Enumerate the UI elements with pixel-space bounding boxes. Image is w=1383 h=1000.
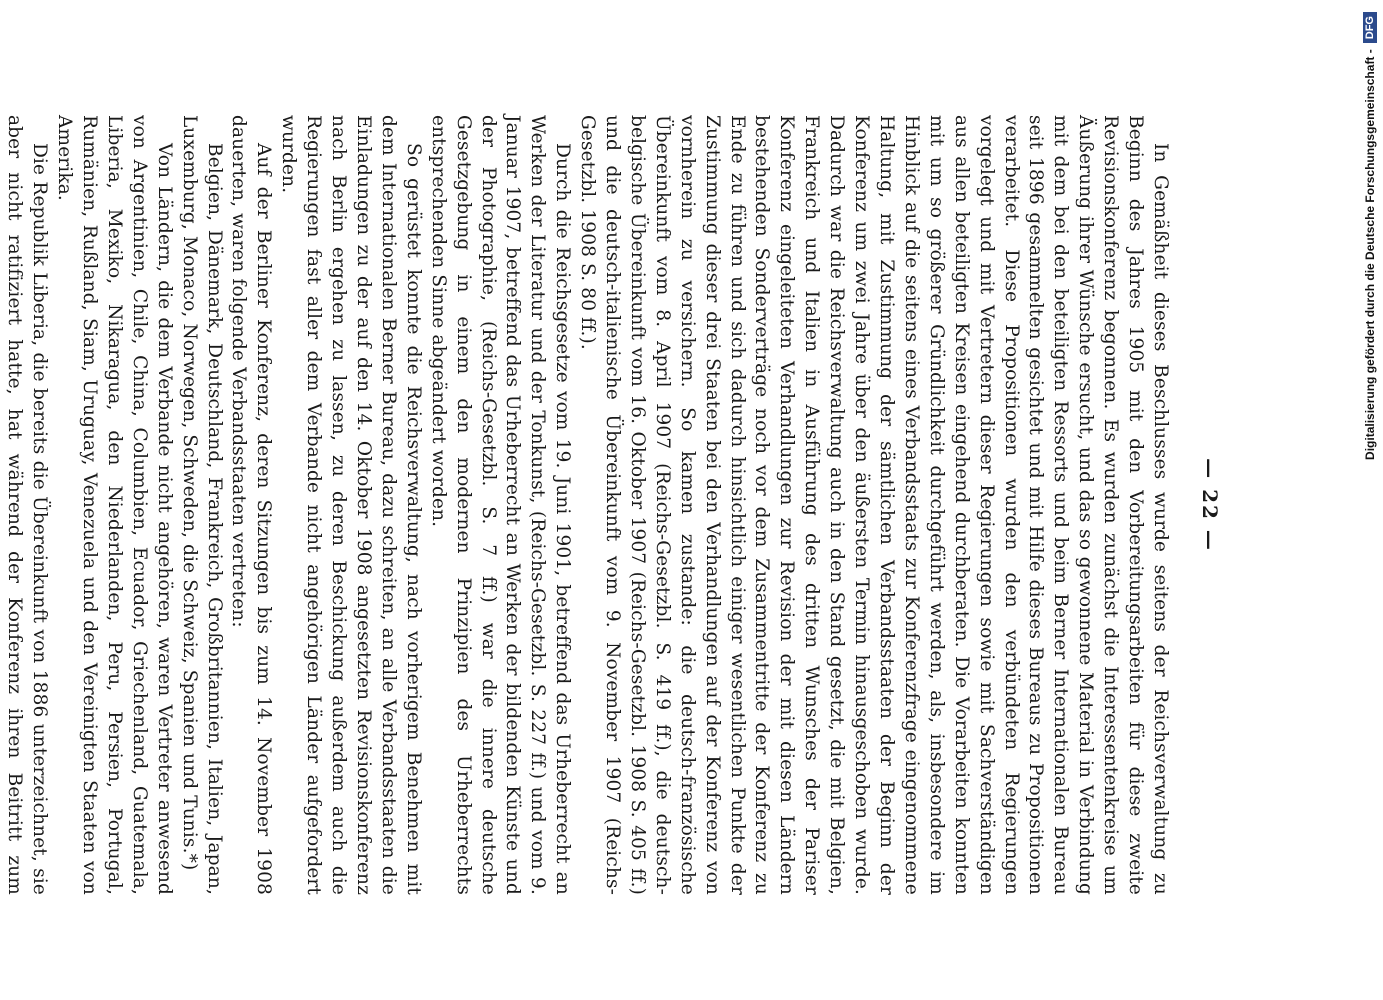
paragraph-member-states: Belgien, Dänemark, Deutschland, Frankreich, Großbritannien, Italien, Japan, Luxemburg, Monaco, Norwegen, Schweden, die Schweiz, Spanien und Tunis.*) (178, 115, 225, 895)
page-number: — 22 — (1198, 458, 1222, 552)
paragraph-invitations: So gerüstet konnte die Reichsverwaltung, nach vorherigem Benehmen mit dem Internationalen Berner Bureau, dazu schreiten, an alle Verbandsstaaten die Einladungen zu der auf den 14. Oktober 1908 angesetzten Revisionskonferenz nach Berlin ergehen zu lassen, zu deren Beschickung außerdem auch die Regierungen fast aller dem Verbande nicht angehörigen Länder aufgefordert wurden. (278, 115, 424, 895)
digitization-credit (1357, 12, 1383, 992)
paragraph-berlin-conference: Auf der Berliner Konferenz, deren Sitzungen bis zum 14. November 1908 dauerten, waren folgende Verbandsstaaten vertreten: (228, 115, 275, 895)
paragraph-liberia: Die Republik Liberia, die bereits die Übereinkunft von 1886 unterzeichnet, sie aber nicht ratifiziert hatte, hat während der Konferenz ihren Beitritt zum (4, 115, 51, 895)
digitization-credit-text: Digitalisierung gefördert durch die Deutsche Forschungsgemeinschaft - (1363, 49, 1377, 460)
body-text (0, 115, 1172, 895)
dfg-logo: DFG (1363, 12, 1377, 43)
paragraph-reich-laws: Durch die Reichsgesetze vom 19. Juni 1901, betreffend das Urheberrecht an Werken der Literatur und der Tonkunst, (Reichs-Gesetzbl. S. 227 ff.) und vom 9. Januar 1907, betreffend das Urheberrecht an Werken der bildenden Künste und der Photographie, (Reichs-Gesetzbl. S. 7 ff.) war die innere deutsche Gesetzgebung in einem den modernen Prinzipien des Urheberrechts entsprechenden Sinne abgeändert worden. (427, 115, 574, 895)
paragraph-preparation: In Gemäßheit dieses Beschlusses wurde seitens der Reichsverwaltung zu Beginn des Jahres 1905 mit den Vorbereitungsarbeiten für diese zweite Revisionskonferenz begonnen. Es wurden zunächst die Interessentenkreise um Äußerung ihrer Wünsche ersucht, und das so gewonnene Material in Verbindung mit dem bei den beteiligten Ressorts und beim Berner Internationalen Bureau seit 1896 gesammelten gesichtet und mit Hilfe dieses Bureaus zu Propositionen verarbeitet. Diese Propositionen wurden den verbündeten Regierungen vorgelegt und mit Vertretern dieser Regierungen sowie mit Sachverständigen aus allen beteiligten Kreisen eingehend durchberaten. Die Vorarbeiten konnten mit um so größerer Gründlichkeit durchgeführt werden, als, insbesondere im Hinblick auf die seitens eines Verbandsstaats zur Konferenzfrage eingenommene Haltung, mit Zustimmung der sämtlichen Verbandsstaaten der Beginn der Konferenz um zwei Jahre über den äußersten Termin hinausgeschoben wurde. Dadurch war die Reichsverwaltung auch in den Stand gesetzt, die mit Belgien, Frankreich und Italien in Ausführung des dritten Wunsches der Pariser Konferenz eingeleiteten Verhandlungen zur Revision der mit diesen Ländern bestehenden Sonderverträge noch vor dem Zusammentritte der Konferenz zu Ende zu führen und sich dadurch hinsichtlich einiger wesentlichen Punkte der Zustimmung dieser drei Staaten bei den Verhandlungen auf der Konferenz von vornherein zu versichern. So kamen zustande: die deutsch-französische Übereinkunft vom 8. April 1907 (Reichs-Gesetzbl. S. 419 ff.), die deutsch-belgische Übereinkunft vom 16. Oktober 1907 (Reichs-Gesetzbl. 1908 S. 405 ff.) und die deutsch-italienische Übereinkunft vom 9. November 1907 (Reichs-Gesetzbl. 1908 S. 80 ff.). (577, 115, 1171, 895)
paragraph-non-member-states: Von Ländern, die dem Verbande nicht angehören, waren Vertreter anwesend von Argentinien, Chile, China, Columbien, Ecuador, Griechenland, Guatemala, Liberia, Mexiko, Nikaragua, den Niederlanden, Peru, Persien, Portugal, Rumänien, Rußland, Siam, Uruguay, Venezuela und den Vereinigten Staaten von Amerika. (54, 115, 175, 895)
rotated-document-page (4, 115, 1230, 895)
